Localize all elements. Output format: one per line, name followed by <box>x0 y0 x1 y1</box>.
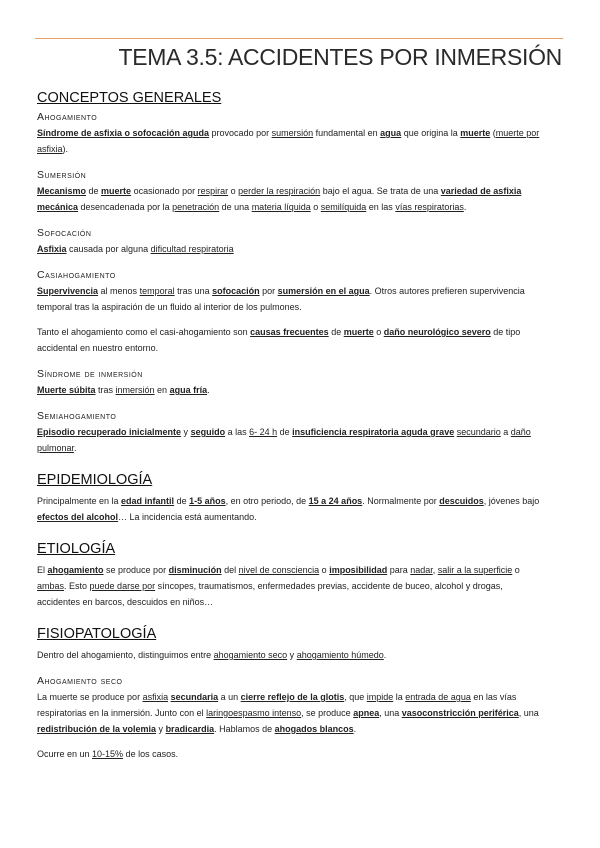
paragraph-epidemiologia: Principalmente en la edad infantil de 1-5 años, en otro periodo, de 15 a 24 años. Normalmente por descuidos, jóvenes bajo efectos del alcohol… La incidencia está aumentando. <box>37 496 540 522</box>
page-title: TEMA 3.5: ACCIDENTES POR INMERSIÓN <box>118 44 562 70</box>
section-heading-etiologia: ETIOLOGÍA <box>37 541 116 557</box>
subheading-sumersion: Sumersión <box>37 169 87 181</box>
subheading-sindrome-inmersion: Síndrome de inmersión <box>37 368 143 380</box>
paragraph-casiahogamiento-2: Tanto el ahogamiento como el casi-ahogamiento son causas frecuentes de muerte o daño neurológico severo de tipo accidental en nuestro entorno. <box>37 327 521 353</box>
paragraph-sumersion: Mecanismo de muerte ocasionado por respirar o perder la respiración bajo el agua. Se trata de una variedad de asfixia mecánica desencadenada por la penetración de una materia líquida o semilíquida en las vías respiratorias. <box>37 186 522 212</box>
subheading-ahogamiento: Ahogamiento <box>37 111 98 123</box>
subheading-casiahogamiento: Casiahogamiento <box>37 269 116 281</box>
section-heading-epidemiologia: EPIDEMIOLOGÍA <box>37 472 153 488</box>
paragraph-fisiopatologia-intro: Dentro del ahogamiento, distinguimos entre ahogamiento seco y ahogamiento húmedo. <box>37 650 387 660</box>
paragraph-ocurrencia: Ocurre en un 10-15% de los casos. <box>37 749 179 759</box>
paragraph-semiahogamiento: Episodio recuperado inicialmente y seguido a las 6- 24 h de insuficiencia respiratoria aguda grave secundario a daño pulmonar. <box>37 427 531 453</box>
paragraph-sindrome-inmersion: Muerte súbita tras inmersión en agua fría. <box>37 385 210 395</box>
subheading-semiahogamiento: Semiahogamiento <box>37 410 117 422</box>
document-body <box>37 90 545 762</box>
paragraph-sofocacion: Asfixia causada por alguna dificultad respiratoria <box>37 244 234 254</box>
section-heading-fisiopatologia: FISIOPATOLOGÍA <box>37 626 157 642</box>
paragraph-ahogamiento-seco: La muerte se produce por asfixia secundaria a un cierre reflejo de la glotis, que impide la entrada de agua en las vías respiratorias en la inmersión. Junto con el laringoespasmo intenso, se produce apnea, una vasoconstricción periférica, una redistribución de la volemia y bradicardia. Hablamos de ahogados blancos. <box>37 692 539 734</box>
section-heading-conceptos: CONCEPTOS GENERALES <box>37 90 222 106</box>
subheading-ahogamiento-seco: Ahogamiento seco <box>37 675 123 687</box>
paragraph-ahogamiento: Síndrome de asfixia o sofocación aguda provocado por sumersión fundamental en agua que origina la muerte (muerte por asfixia). <box>37 128 540 154</box>
header-rule <box>35 38 563 39</box>
paragraph-etiologia: El ahogamiento se produce por disminución del nivel de consciencia o imposibilidad para nadar, salir a la superficie o ambas. Esto puede darse por síncopes, traumatismos, enfermedades previas, accidente de buceo, alcohol y drogas, accidentes en barcos, descuidos en niños… <box>37 565 520 607</box>
subheading-sofocacion: Sofocación <box>37 227 92 239</box>
paragraph-casiahogamiento: Supervivencia al menos temporal tras una sofocación por sumersión en el agua. Otros autores prefieren supervivencia temporal tras la aspiración de un fluido al interior de los pulmones. <box>37 286 525 312</box>
